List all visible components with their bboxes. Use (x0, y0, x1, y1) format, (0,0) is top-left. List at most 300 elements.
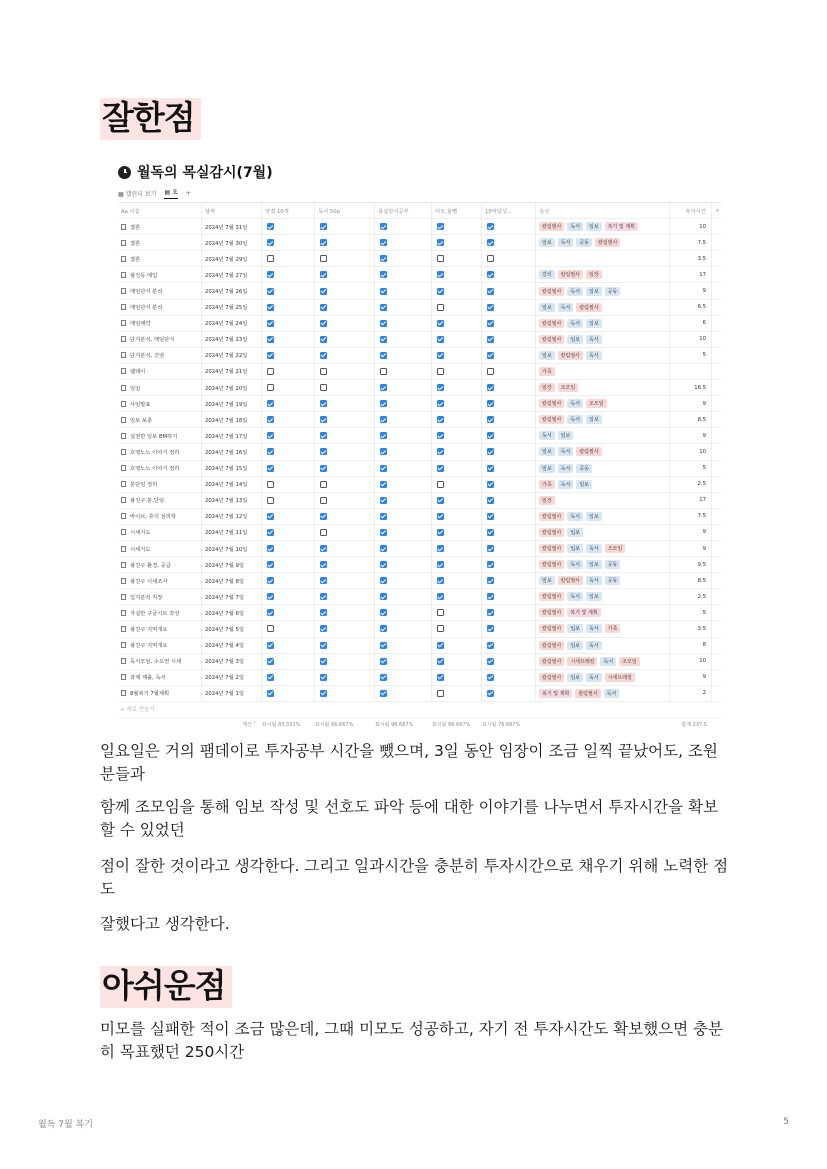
row-hours[interactable]: 9 (670, 428, 712, 443)
checkbox[interactable] (380, 400, 387, 407)
checkbox[interactable] (437, 609, 444, 616)
checkbox[interactable] (380, 497, 387, 504)
checkbox[interactable] (487, 593, 494, 600)
checkbox[interactable] (487, 642, 494, 649)
checkbox[interactable] (437, 481, 444, 488)
checkbox[interactable] (267, 545, 274, 552)
table-row[interactable] (118, 444, 722, 460)
checkbox[interactable] (380, 561, 387, 568)
row-name-cell[interactable] (118, 235, 202, 250)
table-row[interactable] (118, 428, 722, 444)
row-hours[interactable]: 6.5 (670, 300, 712, 315)
checkbox[interactable] (487, 625, 494, 632)
checkbox[interactable] (380, 674, 387, 681)
table-row[interactable] (118, 493, 722, 509)
checkbox[interactable] (437, 690, 444, 697)
row-hours[interactable]: 5 (670, 461, 712, 476)
row-name-cell[interactable] (118, 251, 202, 266)
table-row[interactable] (118, 364, 722, 380)
checkbox[interactable] (267, 368, 274, 375)
row-name-cell[interactable] (118, 300, 202, 315)
checkbox[interactable] (380, 255, 387, 262)
checkbox[interactable] (267, 577, 274, 584)
table-row[interactable] (118, 525, 722, 541)
table-row[interactable] (118, 461, 722, 477)
checkbox[interactable] (320, 674, 327, 681)
table-row[interactable] (118, 509, 722, 525)
tab-calendar[interactable]: ▦ 캘린더 보기 (118, 190, 157, 198)
checkbox[interactable] (437, 561, 444, 568)
checkbox[interactable] (380, 304, 387, 311)
row-date[interactable]: 2024년 7월 26일 (202, 283, 262, 298)
row-name-cell[interactable] (118, 493, 202, 508)
checkbox[interactable] (437, 432, 444, 439)
row-name-cell[interactable] (118, 605, 202, 620)
row-name-cell[interactable] (118, 525, 202, 540)
checkbox[interactable] (380, 320, 387, 327)
row-hours[interactable]: 6 (670, 316, 712, 331)
checkbox[interactable] (320, 481, 327, 488)
row-date[interactable]: 2024년 7월 8일 (202, 573, 262, 588)
row-hours[interactable]: 8.5 (670, 573, 712, 588)
checkbox[interactable] (320, 625, 327, 632)
table-row[interactable] (118, 477, 722, 493)
checkbox[interactable] (380, 368, 387, 375)
checkbox[interactable] (267, 288, 274, 295)
row-name-cell[interactable] (118, 380, 202, 395)
checkbox[interactable] (487, 304, 494, 311)
checkbox[interactable] (267, 271, 274, 278)
row-tags[interactable] (536, 525, 670, 540)
checkbox[interactable] (267, 497, 274, 504)
row-name-cell[interactable] (118, 283, 202, 298)
checkbox[interactable] (320, 448, 327, 455)
checkbox[interactable] (437, 497, 444, 504)
table-row[interactable] (118, 219, 722, 235)
row-hours[interactable]: 7.5 (670, 509, 712, 524)
checkbox[interactable] (437, 304, 444, 311)
col-name[interactable]: Aa 이름 (118, 203, 202, 218)
checkbox[interactable] (437, 288, 444, 295)
checkbox[interactable] (320, 497, 327, 504)
row-tags[interactable] (536, 283, 670, 298)
checkbox[interactable] (437, 271, 444, 278)
col-date[interactable]: 날짜 (202, 203, 262, 218)
checkbox[interactable] (320, 320, 327, 327)
checkbox[interactable] (487, 465, 494, 472)
row-hours[interactable]: 8 (670, 638, 712, 653)
row-tags[interactable] (536, 493, 670, 508)
checkbox[interactable] (267, 625, 274, 632)
checkbox[interactable] (437, 642, 444, 649)
row-hours[interactable]: 7.5 (670, 235, 712, 250)
checkbox[interactable] (437, 336, 444, 343)
checkbox[interactable] (320, 593, 327, 600)
row-date[interactable]: 2024년 7월 5일 (202, 621, 262, 636)
row-hours[interactable]: 2 (670, 686, 712, 701)
row-hours[interactable]: 10 (670, 444, 712, 459)
col-tags[interactable]: 속성 (536, 203, 670, 218)
checkbox[interactable] (320, 304, 327, 311)
row-tags[interactable] (536, 557, 670, 572)
add-column-button[interactable]: + (715, 207, 720, 214)
row-tags[interactable] (536, 444, 670, 459)
table-row[interactable] (118, 300, 722, 316)
row-tags[interactable] (536, 332, 670, 347)
checkbox[interactable] (380, 593, 387, 600)
table-row[interactable] (118, 605, 722, 621)
row-tags[interactable] (536, 267, 670, 282)
row-date[interactable]: 2024년 7월 18일 (202, 412, 262, 427)
row-date[interactable]: 2024년 7월 24일 (202, 316, 262, 331)
col-check-3[interactable]: 목실감시공부 (375, 203, 432, 218)
add-view-button[interactable]: + (185, 189, 191, 197)
checkbox[interactable] (267, 448, 274, 455)
row-name-cell[interactable] (118, 332, 202, 347)
row-name-cell[interactable] (118, 638, 202, 653)
row-date[interactable]: 2024년 7월 1일 (202, 686, 262, 701)
row-hours[interactable]: 9 (670, 541, 712, 556)
checkbox[interactable] (320, 658, 327, 665)
checkbox[interactable] (380, 481, 387, 488)
row-tags[interactable] (536, 316, 670, 331)
checkbox[interactable] (487, 674, 494, 681)
row-hours[interactable]: 10 (670, 332, 712, 347)
table-row[interactable] (118, 380, 722, 396)
row-hours[interactable]: 9 (670, 670, 712, 685)
checkbox[interactable] (320, 513, 327, 520)
checkbox[interactable] (267, 465, 274, 472)
row-date[interactable]: 2024년 7월 30일 (202, 235, 262, 250)
table-row[interactable] (118, 412, 722, 428)
row-name-cell[interactable] (118, 477, 202, 492)
checkbox[interactable] (437, 223, 444, 230)
checkbox[interactable] (487, 529, 494, 536)
checkbox[interactable] (320, 368, 327, 375)
row-tags[interactable] (536, 364, 670, 379)
tab-table[interactable]: ▤ 표 (164, 187, 177, 199)
checkbox[interactable] (320, 609, 327, 616)
checkbox[interactable] (380, 529, 387, 536)
checkbox[interactable] (487, 545, 494, 552)
table-row[interactable] (118, 348, 722, 364)
checkbox[interactable] (437, 416, 444, 423)
row-tags[interactable] (536, 461, 670, 476)
row-tags[interactable] (536, 654, 670, 669)
checkbox[interactable] (267, 674, 274, 681)
col-check-4[interactable]: 미모,율뺌 (432, 203, 482, 218)
checkbox[interactable] (320, 336, 327, 343)
row-date[interactable]: 2024년 7월 20일 (202, 380, 262, 395)
row-tags[interactable] (536, 251, 670, 266)
table-row[interactable] (118, 654, 722, 670)
checkbox[interactable] (320, 690, 327, 697)
table-row[interactable] (118, 557, 722, 573)
checkbox[interactable] (267, 513, 274, 520)
checkbox[interactable] (380, 545, 387, 552)
row-tags[interactable] (536, 235, 670, 250)
checkbox[interactable] (267, 304, 274, 311)
checkbox[interactable] (487, 368, 494, 375)
row-date[interactable]: 2024년 7월 22일 (202, 348, 262, 363)
row-name-cell[interactable] (118, 412, 202, 427)
checkbox[interactable] (380, 432, 387, 439)
row-date[interactable]: 2024년 7월 29일 (202, 251, 262, 266)
checkbox[interactable] (320, 255, 327, 262)
checkbox[interactable] (487, 690, 494, 697)
checkbox[interactable] (437, 448, 444, 455)
checkbox[interactable] (437, 593, 444, 600)
row-name-cell[interactable] (118, 670, 202, 685)
checkbox[interactable] (267, 384, 274, 391)
col-hours[interactable]: 투자시간 (670, 203, 712, 218)
checkbox[interactable] (267, 529, 274, 536)
checkbox[interactable] (487, 384, 494, 391)
row-date[interactable]: 2024년 7월 2일 (202, 670, 262, 685)
row-date[interactable]: 2024년 7월 9일 (202, 557, 262, 572)
checkbox[interactable] (437, 255, 444, 262)
checkbox[interactable] (487, 320, 494, 327)
row-tags[interactable] (536, 428, 670, 443)
row-tags[interactable] (536, 573, 670, 588)
row-hours[interactable]: 17 (670, 493, 712, 508)
col-check-5[interactable]: 10억달성... (482, 203, 536, 218)
row-hours[interactable]: 5 (670, 605, 712, 620)
checkbox[interactable] (320, 384, 327, 391)
row-date[interactable]: 2024년 7월 12일 (202, 509, 262, 524)
row-tags[interactable] (536, 412, 670, 427)
checkbox[interactable] (487, 336, 494, 343)
row-hours[interactable]: 3.5 (670, 251, 712, 266)
checkbox[interactable] (267, 642, 274, 649)
checkbox[interactable] (487, 288, 494, 295)
checkbox[interactable] (320, 529, 327, 536)
row-date[interactable]: 2024년 7월 4일 (202, 638, 262, 653)
checkbox[interactable] (267, 690, 274, 697)
checkbox[interactable] (437, 674, 444, 681)
table-row[interactable] (118, 332, 722, 348)
checkbox[interactable] (380, 271, 387, 278)
row-tags[interactable] (536, 219, 670, 234)
row-tags[interactable] (536, 621, 670, 636)
checkbox[interactable] (320, 561, 327, 568)
checkbox[interactable] (437, 658, 444, 665)
checkbox[interactable] (320, 545, 327, 552)
row-date[interactable]: 2024년 7월 23일 (202, 332, 262, 347)
row-hours[interactable]: 8.5 (670, 412, 712, 427)
checkbox[interactable] (437, 352, 444, 359)
checkbox[interactable] (380, 239, 387, 246)
row-hours[interactable]: 3.5 (670, 621, 712, 636)
checkbox[interactable] (380, 465, 387, 472)
col-check-1[interactable]: 양결 10개 (262, 203, 315, 218)
row-name-cell[interactable] (118, 541, 202, 556)
checkbox[interactable] (437, 368, 444, 375)
checkbox[interactable] (487, 416, 494, 423)
checkbox[interactable] (380, 384, 387, 391)
checkbox[interactable] (320, 223, 327, 230)
row-date[interactable]: 2024년 7월 16일 (202, 444, 262, 459)
row-tags[interactable] (536, 686, 670, 701)
row-name-cell[interactable] (118, 348, 202, 363)
col-check-2[interactable]: 독서 50p (315, 203, 375, 218)
table-row[interactable] (118, 621, 722, 637)
table-row[interactable] (118, 541, 722, 557)
row-name-cell[interactable] (118, 557, 202, 572)
row-name-cell[interactable] (118, 589, 202, 604)
row-hours[interactable]: 9.5 (670, 557, 712, 572)
table-row[interactable] (118, 251, 722, 267)
checkbox[interactable] (487, 239, 494, 246)
checkbox[interactable] (267, 481, 274, 488)
checkbox[interactable] (267, 561, 274, 568)
row-name-cell[interactable] (118, 444, 202, 459)
row-date[interactable]: 2024년 7월 6일 (202, 605, 262, 620)
row-tags[interactable] (536, 638, 670, 653)
table-row[interactable] (118, 316, 722, 332)
row-tags[interactable] (536, 589, 670, 604)
row-date[interactable]: 2024년 7월 15일 (202, 461, 262, 476)
row-date[interactable]: 2024년 7월 31일 (202, 219, 262, 234)
checkbox[interactable] (437, 513, 444, 520)
row-hours[interactable]: 2.5 (670, 477, 712, 492)
checkbox[interactable] (320, 239, 327, 246)
checkbox[interactable] (437, 239, 444, 246)
checkbox[interactable] (320, 432, 327, 439)
checkbox[interactable] (267, 223, 274, 230)
row-hours[interactable]: 9 (670, 396, 712, 411)
row-date[interactable]: 2024년 7월 25일 (202, 300, 262, 315)
row-name-cell[interactable] (118, 573, 202, 588)
row-name-cell[interactable] (118, 267, 202, 282)
checkbox[interactable] (487, 561, 494, 568)
checkbox[interactable] (267, 432, 274, 439)
row-date[interactable]: 2024년 7월 13일 (202, 493, 262, 508)
checkbox[interactable] (320, 288, 327, 295)
checkbox[interactable] (487, 448, 494, 455)
checkbox[interactable] (487, 271, 494, 278)
checkbox[interactable] (437, 529, 444, 536)
checkbox[interactable] (320, 352, 327, 359)
checkbox[interactable] (267, 609, 274, 616)
row-date[interactable]: 2024년 7월 7일 (202, 589, 262, 604)
row-hours[interactable]: 10 (670, 219, 712, 234)
row-date[interactable]: 2024년 7월 11일 (202, 525, 262, 540)
checkbox[interactable] (380, 223, 387, 230)
checkbox[interactable] (380, 609, 387, 616)
checkbox[interactable] (320, 577, 327, 584)
row-name-cell[interactable] (118, 396, 202, 411)
checkbox[interactable] (380, 352, 387, 359)
new-row-button[interactable]: + 새로 만들기 (118, 702, 722, 718)
checkbox[interactable] (437, 384, 444, 391)
table-row[interactable] (118, 589, 722, 605)
checkbox[interactable] (267, 239, 274, 246)
checkbox[interactable] (380, 625, 387, 632)
checkbox[interactable] (487, 352, 494, 359)
row-tags[interactable] (536, 605, 670, 620)
checkbox[interactable] (487, 577, 494, 584)
row-date[interactable]: 2024년 7월 14일 (202, 477, 262, 492)
row-name-cell[interactable] (118, 364, 202, 379)
table-row[interactable] (118, 283, 722, 299)
checkbox[interactable] (320, 400, 327, 407)
checkbox[interactable] (487, 255, 494, 262)
checkbox[interactable] (380, 658, 387, 665)
row-tags[interactable] (536, 477, 670, 492)
checkbox[interactable] (380, 336, 387, 343)
table-row[interactable] (118, 686, 722, 702)
row-date[interactable]: 2024년 7월 3일 (202, 654, 262, 669)
row-name-cell[interactable] (118, 621, 202, 636)
checkbox[interactable] (487, 481, 494, 488)
checkbox[interactable] (380, 513, 387, 520)
checkbox[interactable] (487, 609, 494, 616)
row-hours[interactable]: 5 (670, 348, 712, 363)
row-tags[interactable] (536, 670, 670, 685)
checkbox[interactable] (487, 658, 494, 665)
checkbox[interactable] (380, 288, 387, 295)
checkbox[interactable] (487, 223, 494, 230)
checkbox[interactable] (380, 416, 387, 423)
checkbox[interactable] (267, 416, 274, 423)
table-row[interactable] (118, 638, 722, 654)
row-hours[interactable]: 9 (670, 525, 712, 540)
checkbox[interactable] (437, 545, 444, 552)
checkbox[interactable] (267, 400, 274, 407)
row-date[interactable]: 2024년 7월 17일 (202, 428, 262, 443)
checkbox[interactable] (437, 577, 444, 584)
checkbox[interactable] (267, 255, 274, 262)
row-hours[interactable]: 9 (670, 283, 712, 298)
checkbox[interactable] (267, 593, 274, 600)
checkbox[interactable] (487, 497, 494, 504)
row-name-cell[interactable] (118, 461, 202, 476)
row-name-cell[interactable] (118, 654, 202, 669)
row-tags[interactable] (536, 300, 670, 315)
table-row[interactable] (118, 267, 722, 283)
table-row[interactable] (118, 396, 722, 412)
row-date[interactable]: 2024년 7월 27일 (202, 267, 262, 282)
row-tags[interactable] (536, 509, 670, 524)
row-hours[interactable]: 10 (670, 654, 712, 669)
checkbox[interactable] (437, 400, 444, 407)
row-name-cell[interactable] (118, 509, 202, 524)
row-name-cell[interactable] (118, 428, 202, 443)
checkbox[interactable] (267, 320, 274, 327)
row-name-cell[interactable] (118, 686, 202, 701)
checkbox[interactable] (267, 352, 274, 359)
checkbox[interactable] (487, 432, 494, 439)
checkbox[interactable] (320, 465, 327, 472)
checkbox[interactable] (437, 320, 444, 327)
row-name-cell[interactable] (118, 219, 202, 234)
checkbox[interactable] (380, 642, 387, 649)
table-row[interactable] (118, 573, 722, 589)
row-tags[interactable] (536, 396, 670, 411)
row-hours[interactable]: 16.5 (670, 380, 712, 395)
checkbox[interactable] (487, 513, 494, 520)
checkbox[interactable] (487, 400, 494, 407)
row-tags[interactable] (536, 541, 670, 556)
row-tags[interactable] (536, 380, 670, 395)
calc-label[interactable]: 계산 ˅ (242, 722, 256, 729)
row-date[interactable]: 2024년 7월 10일 (202, 541, 262, 556)
row-name-cell[interactable] (118, 316, 202, 331)
table-row[interactable] (118, 235, 722, 251)
row-hours[interactable]: 2.5 (670, 589, 712, 604)
checkbox[interactable] (320, 271, 327, 278)
